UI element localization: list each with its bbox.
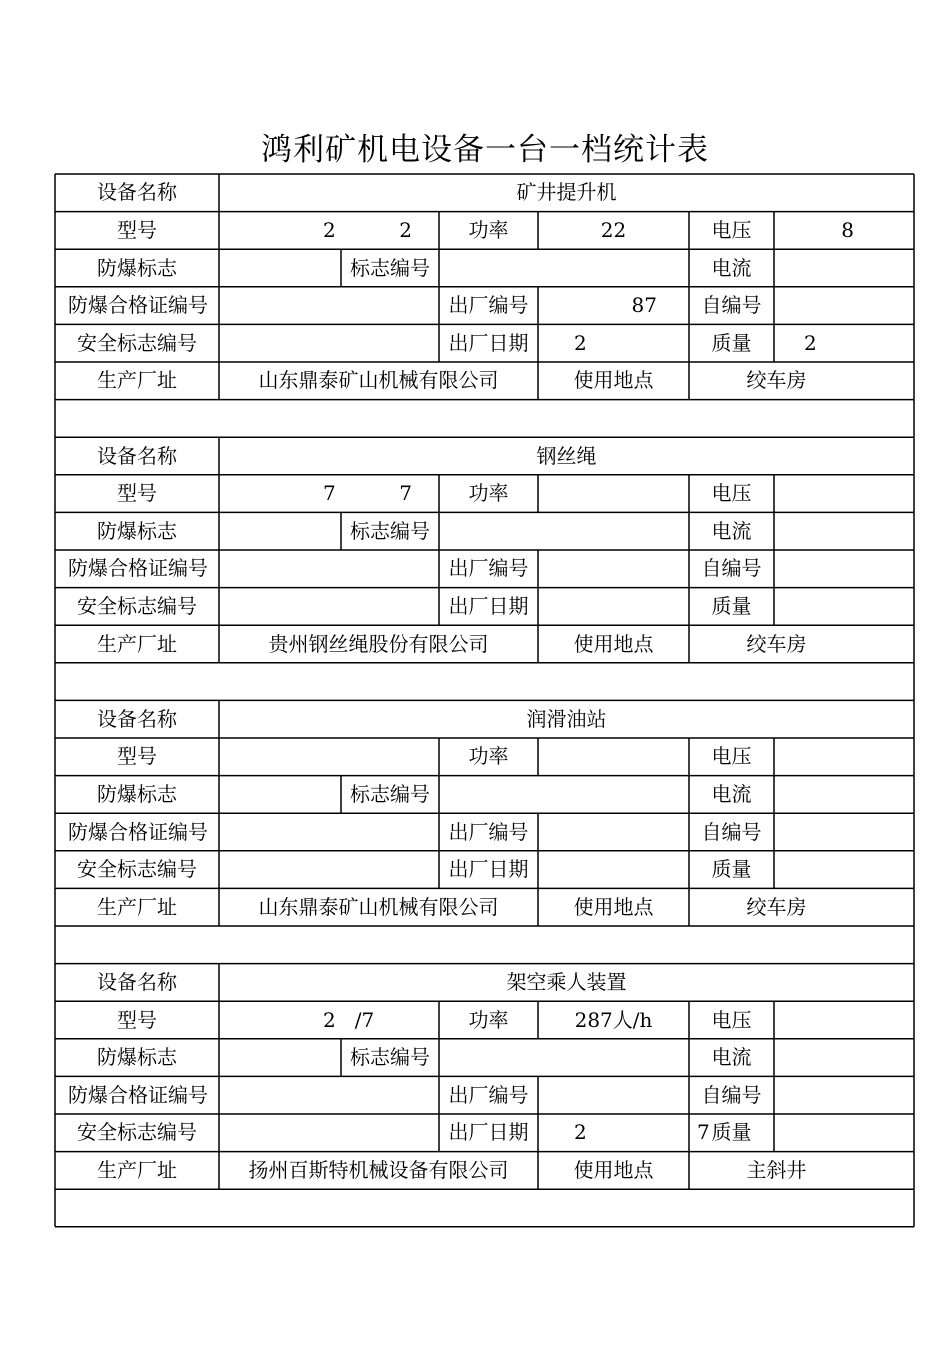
model-value: 7 7 bbox=[323, 481, 413, 506]
label-ex-certificate: 防爆合格证编号 bbox=[68, 556, 208, 581]
label-equipment-name: 设备名称 bbox=[97, 443, 177, 468]
mark-number-value bbox=[439, 513, 689, 550]
manufacturer-value: 山东鼎泰矿山机械有限公司 bbox=[258, 368, 499, 393]
label-quality: 质量 bbox=[711, 1120, 752, 1145]
self-number-value bbox=[774, 287, 914, 324]
label-location: 使用地点 bbox=[573, 368, 654, 393]
label-location: 使用地点 bbox=[573, 631, 654, 656]
label-quality: 质量 bbox=[711, 330, 752, 355]
label-manufacturer: 生产厂址 bbox=[97, 1157, 177, 1182]
model-value: 2 /7 bbox=[323, 1007, 375, 1032]
power-value: 287人/h bbox=[574, 1007, 653, 1032]
label-current: 电流 bbox=[711, 255, 752, 280]
label-equipment-name: 设备名称 bbox=[97, 969, 177, 994]
factory-date-value: 2 bbox=[574, 1120, 587, 1145]
label-ex-mark: 防爆标志 bbox=[97, 518, 177, 543]
ex-certificate-value bbox=[219, 814, 439, 851]
equipment-name-value: 架空乘人装置 bbox=[506, 969, 627, 994]
label-model: 型号 bbox=[117, 217, 157, 242]
current-value bbox=[774, 513, 914, 550]
mark-number-value bbox=[439, 776, 689, 813]
current-value bbox=[774, 776, 914, 813]
label-self-number: 自编号 bbox=[701, 1082, 762, 1107]
ex-mark-value bbox=[219, 250, 341, 287]
quality-value bbox=[804, 1114, 914, 1151]
model-value bbox=[323, 738, 439, 775]
factory-number-value bbox=[538, 814, 657, 851]
manufacturer-value: 贵州钢丝绳股份有限公司 bbox=[268, 631, 489, 656]
quality-value: 2 bbox=[804, 330, 817, 355]
label-mark-number: 标志编号 bbox=[350, 781, 430, 806]
self-number-value bbox=[774, 550, 914, 587]
label-mark-number: 标志编号 bbox=[350, 518, 430, 543]
safety-mark-number-value bbox=[219, 851, 439, 888]
factory-number-value bbox=[538, 550, 657, 587]
label-power: 功率 bbox=[468, 744, 509, 769]
label-voltage: 电压 bbox=[711, 481, 752, 506]
label-model: 型号 bbox=[117, 1007, 157, 1032]
label-safety-mark-number: 安全标志编号 bbox=[77, 857, 197, 882]
equipment-name-value: 润滑油站 bbox=[526, 706, 607, 731]
label-ex-certificate: 防爆合格证编号 bbox=[68, 1082, 208, 1107]
label-power: 功率 bbox=[468, 217, 509, 242]
quality-prefix-value: 7 bbox=[697, 1120, 710, 1145]
quality-value bbox=[804, 851, 914, 888]
power-value bbox=[538, 475, 689, 512]
label-quality: 质量 bbox=[711, 593, 752, 618]
label-voltage: 电压 bbox=[711, 1007, 752, 1032]
quality-value bbox=[804, 588, 914, 625]
label-voltage: 电压 bbox=[711, 744, 752, 769]
label-manufacturer: 生产厂址 bbox=[97, 631, 177, 656]
location-value: 绞车房 bbox=[746, 894, 807, 919]
ex-certificate-value bbox=[219, 287, 439, 324]
label-factory-number: 出厂编号 bbox=[448, 1082, 529, 1107]
label-safety-mark-number: 安全标志编号 bbox=[77, 1120, 197, 1145]
current-value bbox=[774, 250, 914, 287]
label-ex-certificate: 防爆合格证编号 bbox=[68, 819, 208, 844]
safety-mark-number-value bbox=[219, 325, 439, 362]
label-equipment-name: 设备名称 bbox=[97, 706, 177, 731]
voltage-value bbox=[774, 1002, 854, 1039]
mark-number-value bbox=[439, 1039, 689, 1076]
manufacturer-value: 扬州百斯特机械设备有限公司 bbox=[248, 1157, 509, 1182]
factory-date-value: 2 bbox=[574, 330, 587, 355]
power-value bbox=[538, 738, 689, 775]
factory-date-value bbox=[574, 588, 689, 625]
equipment-name-value: 矿井提升机 bbox=[516, 180, 617, 205]
current-value bbox=[774, 1039, 914, 1076]
label-safety-mark-number: 安全标志编号 bbox=[77, 330, 197, 355]
factory-number-value: 87 bbox=[631, 293, 657, 318]
label-current: 电流 bbox=[711, 518, 752, 543]
location-value: 主斜井 bbox=[746, 1157, 807, 1182]
label-manufacturer: 生产厂址 bbox=[97, 368, 177, 393]
factory-number-value bbox=[538, 1077, 657, 1114]
safety-mark-number-value bbox=[219, 1114, 439, 1151]
label-ex-mark: 防爆标志 bbox=[97, 781, 177, 806]
ex-mark-value bbox=[219, 776, 341, 813]
ex-certificate-value bbox=[219, 1077, 439, 1114]
label-equipment-name: 设备名称 bbox=[97, 180, 177, 205]
label-self-number: 自编号 bbox=[701, 293, 762, 318]
self-number-value bbox=[774, 1077, 914, 1114]
label-factory-date: 出厂日期 bbox=[448, 1120, 529, 1145]
factory-date-value bbox=[574, 851, 689, 888]
ex-mark-value bbox=[219, 1039, 341, 1076]
ex-mark-value bbox=[219, 513, 341, 550]
equipment-name-value: 钢丝绳 bbox=[536, 443, 597, 468]
label-power: 功率 bbox=[468, 1007, 509, 1032]
voltage-value bbox=[774, 738, 854, 775]
label-power: 功率 bbox=[468, 481, 509, 506]
power-value: 22 bbox=[600, 217, 627, 242]
label-voltage: 电压 bbox=[711, 217, 752, 242]
model-value: 2 2 bbox=[323, 217, 413, 242]
label-location: 使用地点 bbox=[573, 894, 654, 919]
label-ex-mark: 防爆标志 bbox=[97, 255, 177, 280]
label-current: 电流 bbox=[711, 1045, 752, 1070]
label-quality: 质量 bbox=[711, 857, 752, 882]
label-factory-date: 出厂日期 bbox=[448, 593, 529, 618]
label-factory-number: 出厂编号 bbox=[448, 819, 529, 844]
label-mark-number: 标志编号 bbox=[350, 255, 430, 280]
label-factory-date: 出厂日期 bbox=[448, 330, 529, 355]
label-ex-mark: 防爆标志 bbox=[97, 1045, 177, 1070]
mark-number-value bbox=[439, 250, 689, 287]
ex-certificate-value bbox=[219, 550, 439, 587]
label-location: 使用地点 bbox=[573, 1157, 654, 1182]
label-factory-date: 出厂日期 bbox=[448, 857, 529, 882]
self-number-value bbox=[774, 814, 914, 851]
label-current: 电流 bbox=[711, 781, 752, 806]
safety-mark-number-value bbox=[219, 588, 439, 625]
label-manufacturer: 生产厂址 bbox=[97, 894, 177, 919]
label-model: 型号 bbox=[117, 744, 157, 769]
label-self-number: 自编号 bbox=[701, 819, 762, 844]
label-safety-mark-number: 安全标志编号 bbox=[77, 593, 197, 618]
location-value: 绞车房 bbox=[746, 368, 807, 393]
page-title: 鸿利矿机电设备一台一档统计表 bbox=[261, 132, 709, 168]
voltage-value: 8 bbox=[841, 217, 854, 242]
label-factory-number: 出厂编号 bbox=[448, 556, 529, 581]
label-ex-certificate: 防爆合格证编号 bbox=[68, 293, 208, 318]
label-factory-number: 出厂编号 bbox=[448, 293, 529, 318]
location-value: 绞车房 bbox=[746, 631, 807, 656]
manufacturer-value: 山东鼎泰矿山机械有限公司 bbox=[258, 894, 499, 919]
label-mark-number: 标志编号 bbox=[350, 1045, 430, 1070]
label-self-number: 自编号 bbox=[701, 556, 762, 581]
voltage-value bbox=[774, 475, 854, 512]
label-model: 型号 bbox=[117, 481, 157, 506]
